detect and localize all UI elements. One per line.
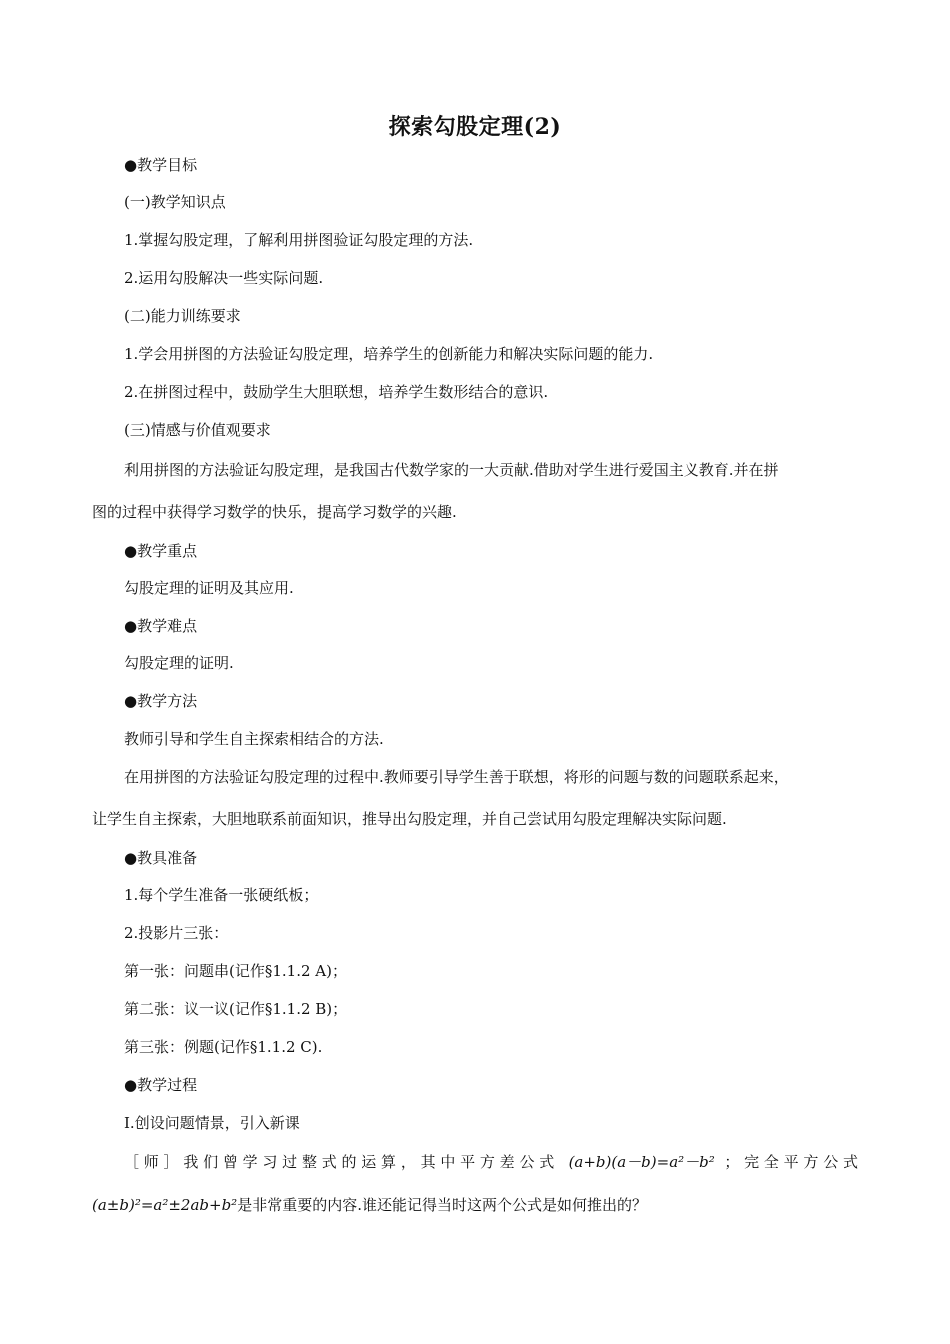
paragraph-line: 勾股定理的证明及其应用.: [124, 579, 294, 597]
paragraph-line: 在用拼图的方法验证勾股定理的过程中.教师要引导学生善于联想，将形的问题与数的问题联系起来，: [124, 768, 789, 786]
formula-paragraph-prefix: ［师］我们曾学习过整式的运算，其中平方差公式: [124, 1153, 560, 1171]
difference-of-squares-formula: (a+b)(a－b)=a²－b²: [568, 1153, 715, 1171]
paragraph-line: 图的过程中获得学习数学的快乐，提高学习数学的兴趣.: [92, 503, 457, 521]
paragraph-line: 1.掌握勾股定理，了解利用拼图验证勾股定理的方法.: [124, 231, 474, 249]
document-title: 探索勾股定理(2): [388, 114, 562, 140]
subheading-values: (三)情感与价值观要求: [124, 421, 271, 439]
formula-paragraph-suffix: ；完全平方公式: [724, 1153, 858, 1171]
paragraph-line: 1.每个学生准备一张硬纸板；: [124, 886, 319, 904]
paragraph-line: 2.运用勾股解决一些实际问题.: [124, 269, 324, 287]
paragraph-line: 2.投影片三张：: [124, 924, 229, 942]
paragraph-line: 让学生自主探索，大胆地联系前面知识，推导出勾股定理，并自己尝试用勾股定理解决实际问题.: [92, 810, 727, 828]
formula-paragraph-tail: 是非常重要的内容.谁还能记得当时这两个公式是如何推出的？: [237, 1196, 647, 1214]
heading-key-points: ●教学重点: [124, 542, 198, 560]
section-heading-intro: Ⅰ.创设问题情景，引入新课: [124, 1114, 300, 1132]
heading-difficulties: ●教学难点: [124, 617, 198, 635]
paragraph-line: 1.学会用拼图的方法验证勾股定理，培养学生的创新能力和解决实际问题的能力.: [124, 345, 654, 363]
paragraph-line: 利用拼图的方法验证勾股定理，是我国古代数学家的一大贡献.借助对学生进行爱国主义教育.并在拼: [124, 461, 779, 479]
heading-teaching-process: ●教学过程: [124, 1076, 198, 1094]
paragraph-line: 勾股定理的证明.: [124, 654, 234, 672]
heading-teaching-goals: ●教学目标: [124, 156, 198, 174]
formula-paragraph-line-1: [124, 1152, 858, 1172]
paragraph-line: 2.在拼图过程中，鼓励学生大胆联想，培养学生数形结合的意识.: [124, 383, 549, 401]
subheading-ability-training: (二)能力训练要求: [124, 307, 241, 325]
heading-teaching-aids: ●教具准备: [124, 849, 198, 867]
formula-paragraph-line-2: [92, 1195, 647, 1215]
perfect-square-formula: (a±b)²=a²±2ab+b²: [92, 1196, 238, 1214]
heading-teaching-method: ●教学方法: [124, 692, 198, 710]
subheading-knowledge-points: (一)教学知识点: [124, 193, 226, 211]
paragraph-line: 第三张：例题(记作§1.1.2 C).: [124, 1038, 323, 1056]
paragraph-line: 第二张：议一议(记作§1.1.2 B)；: [124, 1000, 348, 1018]
paragraph-line: 教师引导和学生自主探索相结合的方法.: [124, 730, 384, 748]
paragraph-line: 第一张：问题串(记作§1.1.2 A)；: [124, 962, 347, 980]
